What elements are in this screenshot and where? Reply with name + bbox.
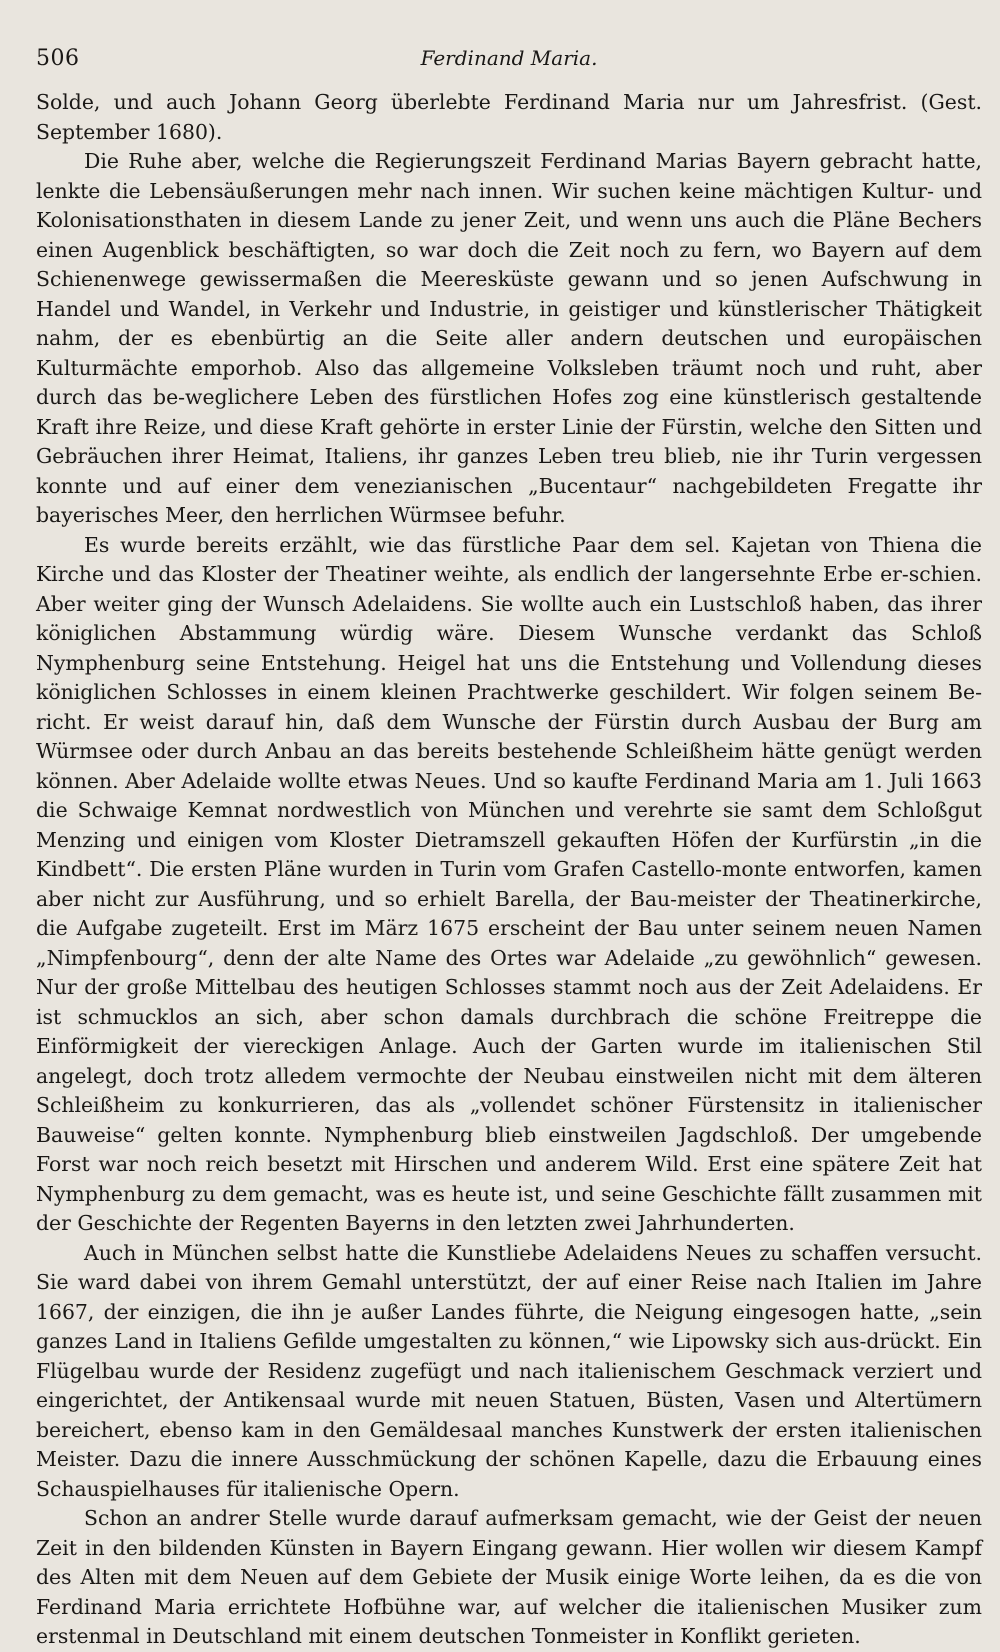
running-title: Ferdinand Maria. xyxy=(420,46,598,70)
paragraph: Solde, und auch Johann Georg überlebte Ferdinand Maria nur um Jahresfrist. (Gest. September 1680). xyxy=(36,90,982,144)
running-head xyxy=(36,40,982,80)
paragraph: Schon an andrer Stelle wurde darauf aufmerksam gemacht, wie der Geist der neuen Zeit in den bildenden Künsten in Bayern Eingang gewann. Hier wollen wir diesem Kampf des Alten mit dem Neuen auf dem Gebiete der Musik einige Worte leihen, da es die von Ferdinand Maria errichtete Hofbühne war, auf welcher die italienischen Musiker zum erstenmal in Deutschland mit einem deutschen Tonmeister in Konflikt gerieten. xyxy=(36,1506,982,1648)
paragraph: Die Ruhe aber, welche die Regierungszeit Ferdinand Marias Bayern gebracht hatte, lenkte die Lebensäußerungen mehr nach innen. Wir suchen keine mächtigen Kultur- und Kolonisationsthaten in diesem Lande zu jener Zeit, und wenn uns auch die Pläne Bechers einen Augenblick beschäftigten, so war doch die Zeit noch zu fern, wo Bayern auf dem Schienenwege gewissermaßen die Meeresküste gewann und so jenen Aufschwung in Handel und Wandel, in Verkehr und Industrie, in geistiger und künstlerischer Thätigkeit nahm, der es ebenbürtig an die Seite aller andern deutschen und europäischen Kulturmächte emporhob. Also das allgemeine Volksleben träumt noch und ruht, aber durch das be-weglichere Leben des fürstlichen Hofes zog eine künstlerisch gestaltende Kraft ihre Reize, und diese Kraft gehörte in erster Linie der Fürstin, welche den Sitten und Gebräuchen ihrer Heimat, Italiens, ihr ganzes Leben treu blieb, nie ihr Turin vergessen konnte und auf einer dem venezianischen „Bucentaur“ nachgebildeten Fregatte ihr bayerisches Meer, den herrlichen Würmsee befuhr. xyxy=(36,149,982,527)
body-text xyxy=(36,88,982,1652)
page-number: 506 xyxy=(36,46,80,71)
paragraph: Es wurde bereits erzählt, wie das fürstliche Paar dem sel. Kajetan von Thiena die Kirche und das Kloster der Theatiner weihte, als endlich der langersehnte Erbe er-schien. Aber weiter ging der Wunsch Adelaidens. Sie wollte auch ein Lustschloß haben, das ihrer königlichen Abstammung würdig wäre. Diesem Wunsche verdankt das Schloß Nymphenburg seine Entstehung. Heigel hat uns die Entstehung und Vollendung dieses königlichen Schlosses in einem kleinen Prachtwerke geschildert. Wir folgen seinem Be-richt. Er weist darauf hin, daß dem Wunsche der Fürstin durch Ausbau der Burg am Würmsee oder durch Anbau an das bereits bestehende Schleißheim hätte genügt werden können. Aber Adelaide wollte etwas Neues. Und so kaufte Ferdinand Maria am 1. Juli 1663 die Schwaige Kemnat nordwestlich von München und verehrte sie samt dem Schloßgut Menzing und einigen vom Kloster Dietramszell gekauften Höfen der Kurfürstin „in die Kindbett“. Die ersten Pläne wurden in Turin vom Grafen Castello-monte entworfen, kamen aber nicht zur Ausführung, und so erhielt Barella, der Bau-meister der Theatinerkirche, die Aufgabe zugeteilt. Erst im März 1675 erscheint der Bau unter seinem neuen Namen „Nimpfenbourg“, denn der alte Name des Ortes war Adelaide „zu gewöhnlich“ gewesen. Nur der große Mittelbau des heutigen Schlosses stammt noch aus der Zeit Adelaidens. Er ist schmucklos an sich, aber schon damals durchbrach die schöne Freitreppe die Einförmigkeit der viereckigen Anlage. Auch der Garten wurde im italienischen Stil angelegt, doch trotz alledem vermochte der Neubau einstweilen nicht mit dem älteren Schleißheim zu konkurrieren, das als „vollendet schöner Fürstensitz in italienischer Bauweise“ gelten konnte. Nymphenburg blieb einstweilen Jagdschloß. Der umgebende Forst war noch reich besetzt mit Hirschen und anderem Wild. Erst eine spätere Zeit hat Nymphenburg zu dem gemacht, was es heute ist, und seine Geschichte fällt zusammen mit der Geschichte der Regenten Bayerns in den letzten zwei Jahrhunderten. xyxy=(36,532,982,1235)
paragraph: Auch in München selbst hatte die Kunstliebe Adelaidens Neues zu schaffen versucht. Sie ward dabei von ihrem Gemahl unterstützt, der auf einer Reise nach Italien im Jahre 1667, der einzigen, die ihn je außer Landes führte, die Neigung eingesogen hatte, „sein ganzes Land in Italiens Gefilde umgestalten zu können,“ wie Lipowsky sich aus-drückt. Ein Flügelbau wurde der Residenz zugefügt und nach italienischem Geschmack verziert und eingerichtet, der Antikensaal wurde mit neuen Statuen, Büsten, Vasen und Altertümern bereichert, ebenso kam in den Gemäldesaal manches Kunstwerk der ersten italienischen Meister. Dazu die innere Ausschmückung der schönen Kapelle, dazu die Erbauung eines Schauspielhauses für italienische Opern. xyxy=(36,1240,982,1501)
